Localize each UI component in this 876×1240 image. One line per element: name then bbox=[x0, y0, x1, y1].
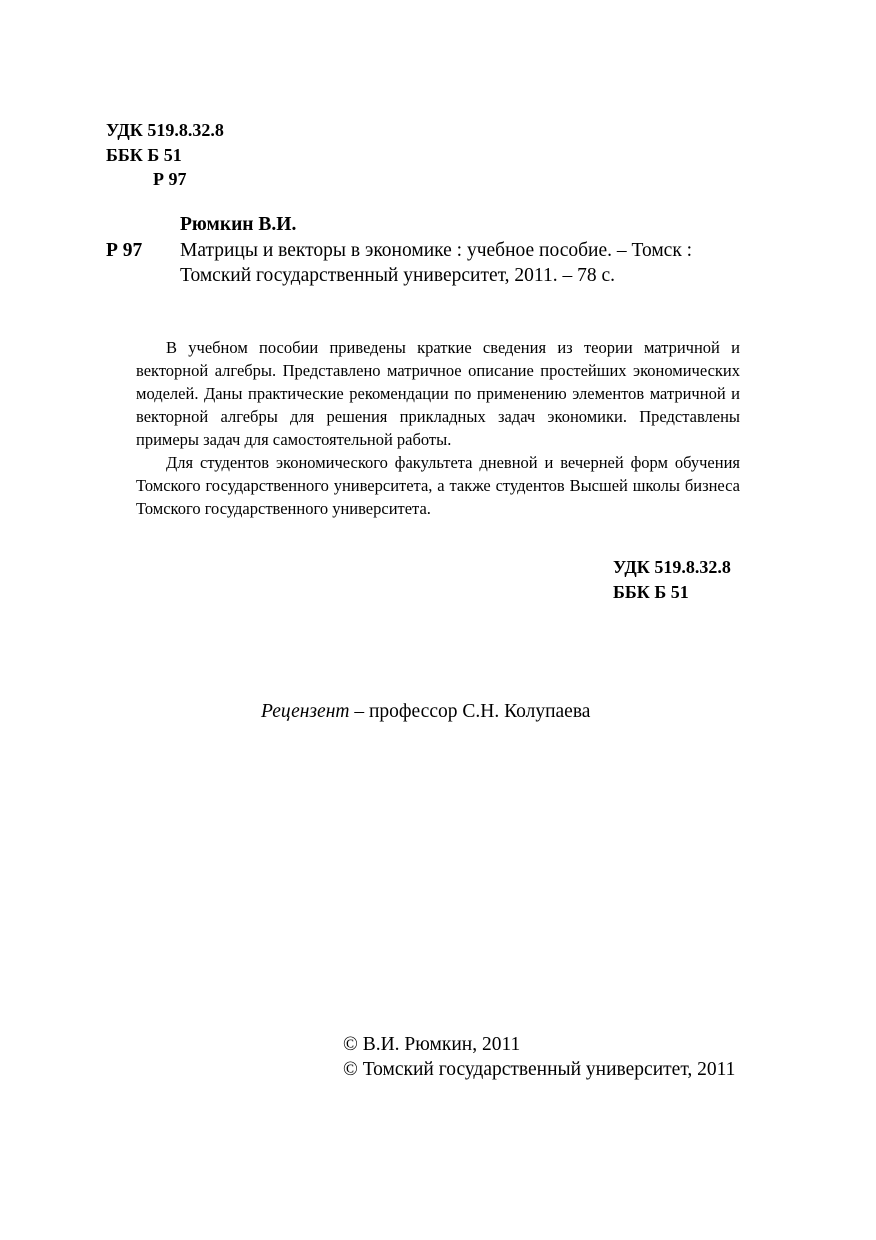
copyright-university: © Томский государственный университет, 2011 bbox=[343, 1059, 736, 1080]
author-mark-top: Р 97 bbox=[153, 169, 187, 189]
annotation bbox=[136, 336, 740, 520]
reviewer-text: – профессор С.Н. Колупаева bbox=[349, 701, 591, 722]
reviewer-label: Рецензент bbox=[261, 701, 350, 722]
annotation-paragraph-1: В учебном пособии приведены краткие сведения из теории матричной и векторной алгебры. Представлено матричное описание простейших экономических моделей. Даны практические рекомендации по применению элементов матричной и векторной алгебры для решения прикладных задач экономики. Представлены примеры задач для самостоятельной работы. bbox=[136, 338, 740, 449]
copyright-author: © В.И. Рюмкин, 2011 bbox=[343, 1034, 521, 1055]
title-line-1: Матрицы и векторы в экономике : учебное пособие. – Томск : bbox=[180, 240, 693, 261]
annotation-paragraph-2: Для студентов экономического факультета дневной и вечерней форм обучения Томского государственного университета, а также студентов Высшей школы бизнеса Томского государственного университета. bbox=[136, 453, 740, 518]
author-mark-record: Р 97 bbox=[106, 240, 143, 261]
udk-code-bottom: УДК 519.8.32.8 bbox=[613, 557, 731, 577]
title-line-2: Томский государственный университет, 2011. – 78 с. bbox=[180, 265, 615, 286]
bbk-code-bottom: ББК Б 51 bbox=[613, 582, 689, 602]
reviewer-line bbox=[261, 699, 590, 725]
bbk-code-top: ББК Б 51 bbox=[106, 145, 182, 165]
udk-code-top: УДК 519.8.32.8 bbox=[106, 120, 224, 140]
author-name: Рюмкин В.И. bbox=[180, 214, 297, 235]
